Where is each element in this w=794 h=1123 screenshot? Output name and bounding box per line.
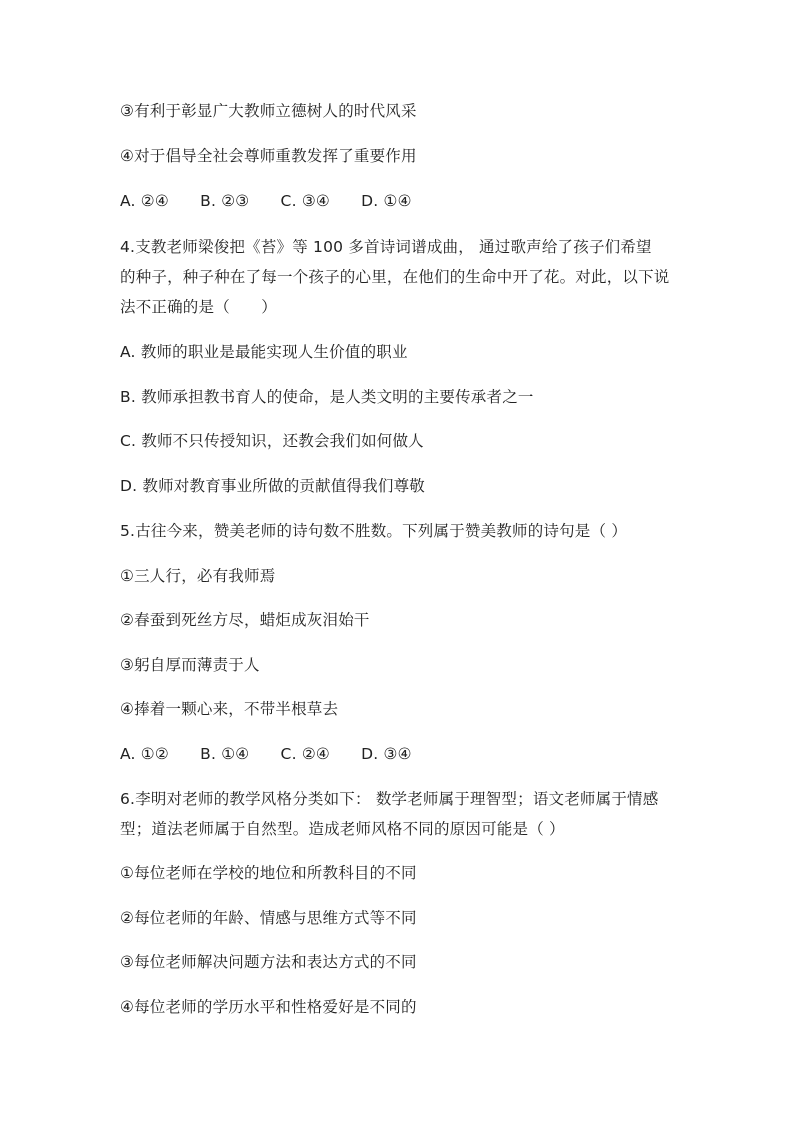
q3-choice-c: C. ③④ [280,192,331,210]
q5-choice-a: A. ①② [120,745,169,763]
q3-choice-d: D. ①④ [361,192,412,210]
q6-option-4: ④每位老师的学历水平和性格爱好是不同的 [120,998,417,1016]
q3-choice-a: A. ②④ [120,192,169,210]
q4-option-c: C. 教师不只传授知识，还教会我们如何做人 [120,432,424,450]
q4-stem-line-3: 法不正确的是（ ） [120,298,278,316]
q3-choices [120,190,684,212]
q4-option-a: A. 教师的职业是最能实现人生价值的职业 [120,343,408,361]
q4-option-b: B. 教师承担教书育人的使命，是人类文明的主要传承者之一 [120,388,534,406]
q5-option-1: ①三人行，必有我师焉 [120,567,276,585]
q5-option-3: ③躬自厚而薄责于人 [120,656,260,674]
q5-choice-d: D. ③④ [361,745,412,763]
q5-stem: 5.古往今来，赞美老师的诗句数不胜数。下列属于赞美教师的诗句是（ ） [120,522,628,540]
q4-option-d: D. 教师对教育事业所做的贡献值得我们尊敬 [120,477,425,495]
q6-stem-line-2: 型；道法老师属于自然型。造成老师风格不同的原因可能是（ ） [120,820,565,838]
q6-option-1: ①每位老师在学校的地位和所教科目的不同 [120,864,417,882]
q4-stem-line-1: 4.支教老师梁俊把《苔》等 100 多首诗词谱成曲， 通过歌声给了孩子们希望 [120,238,652,256]
q6-option-2: ②每位老师的年龄、情感与思维方式等不同 [120,909,417,927]
q3-choice-b: B. ②③ [200,192,250,210]
q5-option-2: ②春蚕到死丝方尽，蜡炬成灰泪始干 [120,611,370,629]
q6-stem-line-1: 6.李明对老师的教学风格分类如下： 数学老师属于理智型；语文老师属于情感 [120,790,659,808]
q5-choices [120,743,684,765]
q6-option-3: ③每位老师解决问题方法和表达方式的不同 [120,953,417,971]
q3-option-4: ④对于倡导全社会尊师重教发挥了重要作用 [120,147,417,165]
q5-option-4: ④捧着一颗心来，不带半根草去 [120,700,339,718]
q4-stem-line-2: 的种子，种子种在了每一个孩子的心里，在他们的生命中开了花。对此，以下说 [120,268,670,286]
q5-choice-b: B. ①④ [200,745,250,763]
q3-option-3: ③有利于彰显广大教师立德树人的时代风采 [120,102,417,120]
q5-choice-c: C. ②④ [280,745,331,763]
